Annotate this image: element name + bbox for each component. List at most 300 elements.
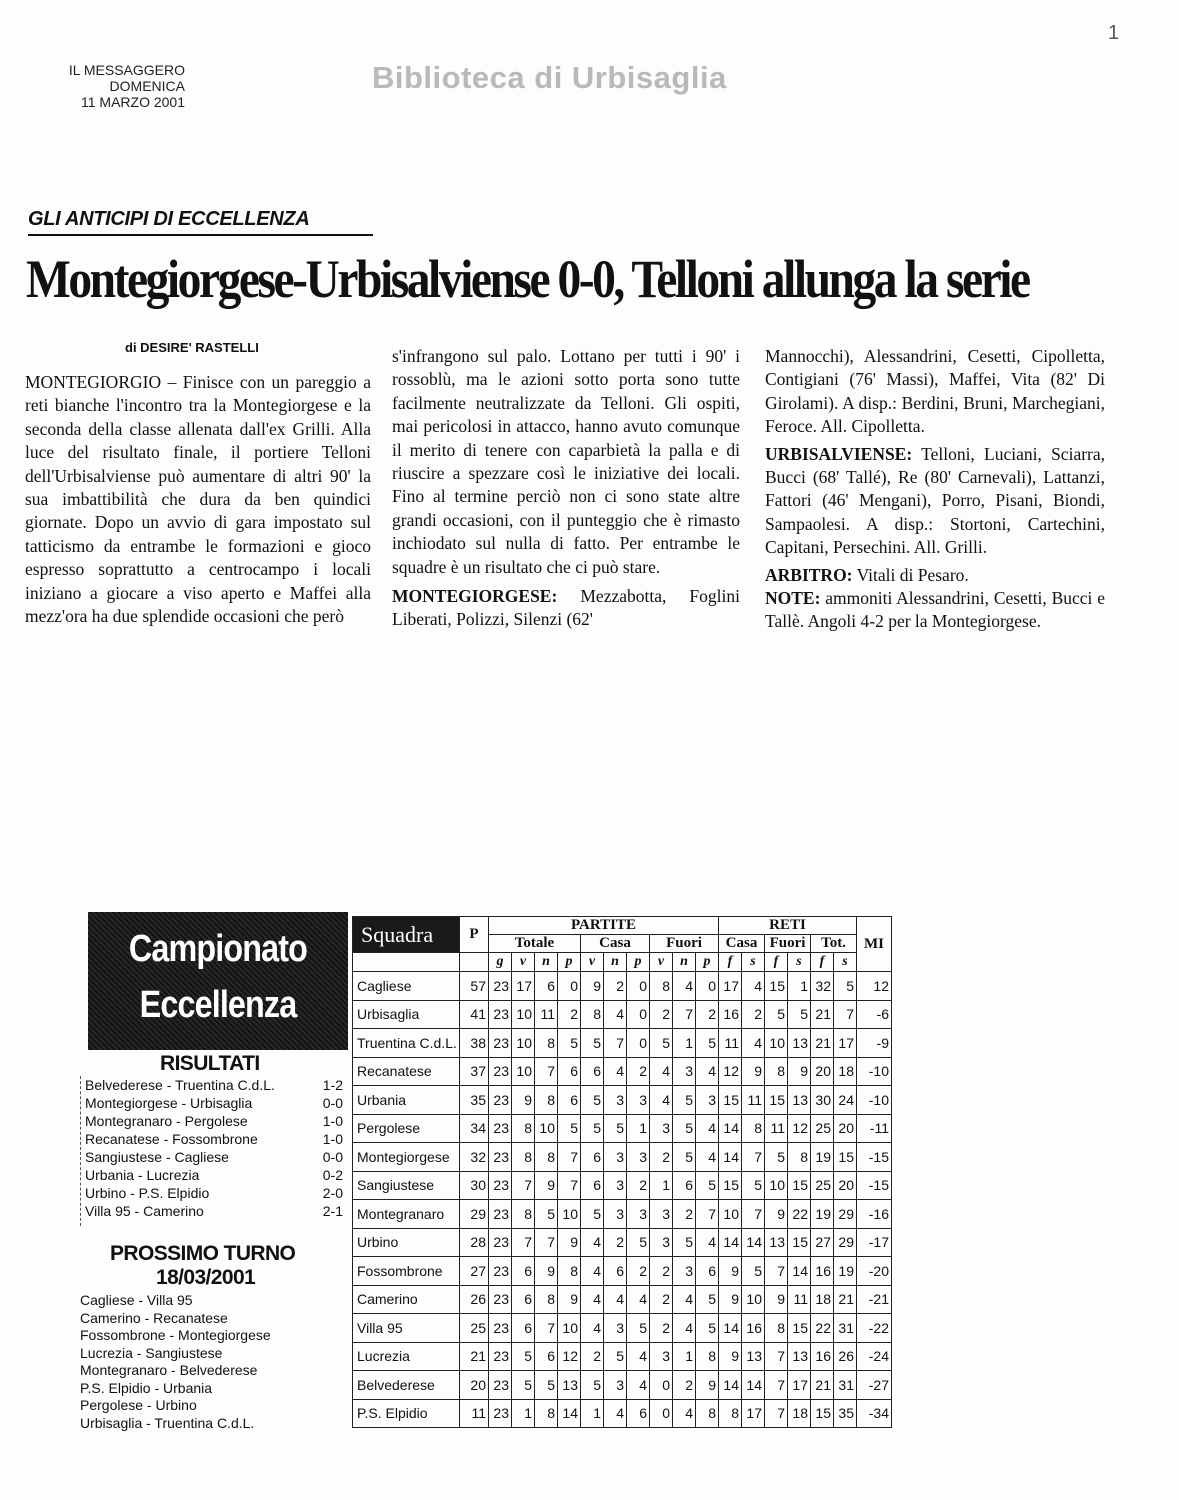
article-text: s'infrangono sul palo. Lottano per tutti i 90' i rossoblù, ma le azioni sotto porta sono tutte facilmente neutralizzate da Telloni. Gli ospiti, mai pericolosi in attacco, hanno avuto comunque il merito di tenere con caparbietà la palla e di riuscire a spezzare così le iniziative dei locali. Fino al termine perciò non ci sono state altre grandi occasioni, con il punteggio che è rimasto inchiodato sul nulla di fatto. Per entrambe le squadre è un risultato che ci può stare.	[392, 346, 740, 577]
result-row	[85, 1148, 343, 1166]
lineup-label: MONTEGIORGESE:	[392, 586, 558, 607]
result-row	[85, 1166, 343, 1184]
lineup-text: Telloni, Luciani, Sciarra, Bucci (68' Tallé), Re (80' Carnevali), Lattanzi, Fattori (46' Mengani), Porro, Pisani, Biondi, Sampaolesi. A disp.: Stortoni, Cartechini, Capitani, Persechini. All. Grilli.	[765, 443, 1106, 558]
table-row	[353, 1314, 892, 1343]
table-cell: 7	[535, 1314, 558, 1343]
fixture-row: Montegranaro - Belvederese	[80, 1362, 258, 1378]
page-number: 1	[1108, 22, 1120, 44]
table-cell: 25	[811, 1114, 834, 1143]
table-row	[353, 1029, 892, 1058]
table-cell: 5	[696, 1314, 719, 1343]
table-cell: 4	[581, 1314, 604, 1343]
table-cell: 27	[811, 1228, 834, 1257]
table-cell: 6	[581, 1057, 604, 1086]
table-cell: 7	[535, 1228, 558, 1257]
table-cell: 4	[673, 972, 696, 1001]
result-score: 1-2	[322, 1077, 343, 1093]
table-cell: 0	[696, 972, 719, 1001]
table-cell: 13	[788, 1342, 811, 1371]
prossimo-heading: PROSSIMO TURNO	[110, 1242, 296, 1265]
table-cell: 29	[834, 1200, 857, 1229]
table-cell: -22	[857, 1314, 892, 1343]
table-cell: 7	[512, 1228, 535, 1257]
table-cell: 4	[742, 972, 765, 1001]
note-text: ammoniti Alessandrini, Cesetti, Bucci e Tallè. Angoli 4-2 per la Montegiorgese.	[765, 588, 1105, 632]
table-cell: 15	[811, 1399, 834, 1428]
table-cell: 13	[765, 1228, 788, 1257]
table-row	[353, 1285, 892, 1314]
table-cell: 11	[535, 1000, 558, 1029]
table-cell: -21	[857, 1285, 892, 1314]
subheader-s: s	[742, 953, 765, 972]
table-cell: 23	[489, 1057, 512, 1086]
table-cell: 2	[627, 1057, 650, 1086]
table-cell: 5	[512, 1371, 535, 1400]
table-cell: 0	[627, 972, 650, 1001]
table-cell: 6	[581, 1143, 604, 1172]
table-cell: 10	[535, 1114, 558, 1143]
table-cell: 6	[535, 1342, 558, 1371]
table-cell: 4	[673, 1285, 696, 1314]
table-cell: 7	[696, 1200, 719, 1229]
table-cell: 0	[558, 972, 581, 1001]
table-cell: 22	[811, 1314, 834, 1343]
table-cell: 10	[512, 1029, 535, 1058]
table-cell: 4	[581, 1228, 604, 1257]
table-cell: 8	[512, 1114, 535, 1143]
table-cell: 5	[604, 1342, 627, 1371]
team-name: Cagliese	[353, 972, 460, 1001]
header-points: P	[460, 917, 489, 953]
result-row	[85, 1076, 343, 1094]
result-row	[85, 1112, 343, 1130]
table-cell: 6	[512, 1314, 535, 1343]
masthead-date: 11 MARZO 2001	[80, 94, 185, 110]
table-cell: 7	[834, 1000, 857, 1029]
table-row	[353, 972, 892, 1001]
arbitro-text: Vitali di Pesaro.	[856, 564, 969, 585]
table-cell: 13	[558, 1371, 581, 1400]
subheader-n: n	[604, 953, 627, 972]
table-cell: 9	[719, 1342, 742, 1371]
table-cell: 3	[650, 1114, 673, 1143]
team-name: Montegranaro	[353, 1200, 460, 1229]
table-cell: 14	[558, 1399, 581, 1428]
table-cell: 4	[627, 1342, 650, 1371]
table-cell: 23	[489, 972, 512, 1001]
table-cell: 8	[742, 1114, 765, 1143]
table-cell: -24	[857, 1342, 892, 1371]
table-cell: -20	[857, 1257, 892, 1286]
table-cell: 7	[512, 1171, 535, 1200]
team-name: P.S. Elpidio	[353, 1399, 460, 1428]
table-cell: 2	[650, 1143, 673, 1172]
table-cell: 23	[489, 1314, 512, 1343]
results-list	[85, 1076, 343, 1220]
table-cell: 14	[742, 1371, 765, 1400]
table-cell: 8	[650, 972, 673, 1001]
table-cell: 15	[719, 1086, 742, 1115]
result-match: Recanatese - Fossombrone	[85, 1131, 258, 1147]
table-cell: 14	[719, 1371, 742, 1400]
masthead-day: DOMENICA	[109, 78, 185, 94]
table-cell: 2	[673, 1371, 696, 1400]
team-name: Lucrezia	[353, 1342, 460, 1371]
table-cell: 5	[742, 1171, 765, 1200]
lineup-urbisalviense	[765, 443, 1105, 560]
team-name: Urbino	[353, 1228, 460, 1257]
table-row	[353, 1057, 892, 1086]
table-cell: 25	[460, 1314, 489, 1343]
result-score: 1-0	[322, 1113, 343, 1129]
table-cell: 1	[512, 1399, 535, 1428]
table-cell: 27	[460, 1257, 489, 1286]
table-cell: 8	[535, 1143, 558, 1172]
table-cell: -10	[857, 1057, 892, 1086]
table-cell: 2	[650, 1285, 673, 1314]
table-cell: 32	[811, 972, 834, 1001]
team-name: Belvederese	[353, 1371, 460, 1400]
table-cell: 3	[673, 1057, 696, 1086]
lineup-label: URBISALVIENSE:	[765, 443, 913, 464]
table-cell: 7	[765, 1257, 788, 1286]
table-cell: 38	[460, 1029, 489, 1058]
table-cell: 19	[811, 1200, 834, 1229]
table-cell: 5	[650, 1029, 673, 1058]
table-cell: 2	[581, 1342, 604, 1371]
result-match: Sangiustese - Cagliese	[85, 1149, 229, 1165]
table-cell: 7	[742, 1200, 765, 1229]
table-row	[353, 1200, 892, 1229]
table-cell: 2	[627, 1257, 650, 1286]
table-cell: 2	[650, 1257, 673, 1286]
table-cell: 5	[834, 972, 857, 1001]
table-cell: 21	[811, 1000, 834, 1029]
table-cell: 29	[834, 1228, 857, 1257]
table-cell: 5	[742, 1257, 765, 1286]
table-cell: 4	[604, 1000, 627, 1029]
table-cell: 2	[604, 1228, 627, 1257]
table-cell: 4	[673, 1314, 696, 1343]
table-cell: 18	[811, 1285, 834, 1314]
table-cell: 2	[673, 1200, 696, 1229]
table-cell: 5	[696, 1171, 719, 1200]
table-cell: -27	[857, 1371, 892, 1400]
table-cell: 6	[673, 1171, 696, 1200]
table-cell: 5	[627, 1228, 650, 1257]
table-cell: 14	[719, 1228, 742, 1257]
table-cell: 23	[489, 1371, 512, 1400]
table-cell: 5	[581, 1200, 604, 1229]
table-cell: 2	[742, 1000, 765, 1029]
table-cell: 9	[535, 1257, 558, 1286]
table-cell: 6	[696, 1257, 719, 1286]
result-match: Villa 95 - Camerino	[85, 1203, 204, 1219]
table-cell: 6	[627, 1399, 650, 1428]
table-cell: 28	[460, 1228, 489, 1257]
table-row	[353, 1114, 892, 1143]
table-cell: 3	[650, 1228, 673, 1257]
subheader-p: p	[627, 953, 650, 972]
table-cell: 10	[742, 1285, 765, 1314]
header-reti-tot: Tot.	[811, 935, 857, 953]
table-cell: 16	[811, 1342, 834, 1371]
table-cell: 8	[558, 1257, 581, 1286]
subheader-f: f	[719, 953, 742, 972]
table-cell: 34	[460, 1114, 489, 1143]
masthead	[55, 62, 185, 110]
table-cell: 9	[742, 1057, 765, 1086]
article-text: MONTEGIORGIO – Finisce con un pareggio a reti bianche l'incontro tra la Montegiorgese e la seconda della classe allenata dall'ex Grilli. Alla luce del risultato finale, il portiere Telloni dell'Urbisalviense può aumentare di altri 90' la sua imbattibilità che dura da ben quindici giornate. Dopo un avvio di gara impostato sul tatticismo da entrambe le formazioni e gioco espresso soprattutto a centrocampo i locali iniziano a giocare a viso aperto e Maffei alla mezz'ora ha due splendide occasioni che però	[25, 372, 371, 627]
table-cell: 23	[489, 1257, 512, 1286]
lineup-montegiorgese	[392, 585, 740, 632]
subheader-s: s	[834, 953, 857, 972]
table-cell: 15	[788, 1228, 811, 1257]
table-row	[353, 1399, 892, 1428]
table-cell: 3	[627, 1086, 650, 1115]
table-cell: -10	[857, 1086, 892, 1115]
subheader-p: p	[696, 953, 719, 972]
table-cell: 9	[535, 1171, 558, 1200]
table-cell: -15	[857, 1143, 892, 1172]
fixture-row: Lucrezia - Sangiustese	[80, 1344, 223, 1361]
team-name: Villa 95	[353, 1314, 460, 1343]
table-cell: 4	[673, 1399, 696, 1428]
subheader-v: v	[581, 953, 604, 972]
table-cell: 6	[604, 1257, 627, 1286]
table-cell: 24	[834, 1086, 857, 1115]
table-row	[353, 1257, 892, 1286]
table-row	[353, 1171, 892, 1200]
table-cell: 23	[489, 1029, 512, 1058]
table-cell: 4	[650, 1086, 673, 1115]
subheader-f: f	[765, 953, 788, 972]
result-match: Montegiorgese - Urbisaglia	[85, 1095, 253, 1111]
table-cell: 5	[673, 1228, 696, 1257]
table-cell: 30	[460, 1171, 489, 1200]
header-squadra: Squadra	[353, 917, 460, 953]
table-cell: 4	[604, 1399, 627, 1428]
note-label: NOTE:	[765, 588, 821, 609]
table-cell: 17	[512, 972, 535, 1001]
table-cell: 3	[604, 1086, 627, 1115]
table-cell: 9	[558, 1228, 581, 1257]
table-cell: 7	[742, 1143, 765, 1172]
table-cell: 8	[788, 1143, 811, 1172]
table-cell: 0	[627, 1000, 650, 1029]
header-blank	[460, 953, 489, 972]
table-cell: 17	[834, 1029, 857, 1058]
standings-table	[352, 916, 892, 1428]
table-cell: 5	[512, 1342, 535, 1371]
table-cell: 35	[834, 1399, 857, 1428]
lineup-text: Mezzabotta, Foglini Liberati, Polizzi, Silenzi (62'	[392, 586, 740, 630]
fixture-row: Urbisaglia - Truentina C.d.L.	[80, 1414, 255, 1431]
table-cell: 21	[834, 1285, 857, 1314]
table-cell: 12	[857, 972, 892, 1001]
table-cell: 20	[460, 1371, 489, 1400]
article-column-2	[392, 345, 740, 632]
table-cell: 35	[460, 1086, 489, 1115]
table-cell: 8	[535, 1399, 558, 1428]
table-cell: 14	[719, 1143, 742, 1172]
result-score: 0-2	[322, 1167, 343, 1183]
table-cell: 9	[558, 1285, 581, 1314]
table-cell: 14	[788, 1257, 811, 1286]
table-cell: 5	[696, 1285, 719, 1314]
table-cell: 8	[719, 1399, 742, 1428]
table-cell: 57	[460, 972, 489, 1001]
table-cell: 3	[604, 1371, 627, 1400]
table-cell: -15	[857, 1171, 892, 1200]
table-cell: 7	[604, 1029, 627, 1058]
table-row	[353, 1143, 892, 1172]
table-cell: 5	[581, 1371, 604, 1400]
fixture-row: Pergolese - Urbino	[80, 1397, 197, 1413]
table-cell: 6	[512, 1285, 535, 1314]
table-cell: 18	[834, 1057, 857, 1086]
table-cell: 8	[696, 1342, 719, 1371]
table-cell: 5	[788, 1000, 811, 1029]
table-cell: 23	[489, 1399, 512, 1428]
table-cell: 5	[673, 1143, 696, 1172]
table-cell: 23	[489, 1171, 512, 1200]
subheader-p: p	[558, 953, 581, 972]
table-cell: 5	[558, 1114, 581, 1143]
table-cell: 9	[765, 1285, 788, 1314]
table-cell: 11	[719, 1029, 742, 1058]
table-cell: 8	[581, 1000, 604, 1029]
table-cell: -11	[857, 1114, 892, 1143]
table-cell: 11	[460, 1399, 489, 1428]
table-cell: 22	[788, 1200, 811, 1229]
table-cell: 23	[489, 1086, 512, 1115]
table-cell: 5	[558, 1029, 581, 1058]
table-cell: 21	[811, 1029, 834, 1058]
table-cell: 8	[696, 1399, 719, 1428]
header-casa: Casa	[581, 935, 650, 953]
table-cell: 23	[489, 1143, 512, 1172]
table-cell: 5	[765, 1000, 788, 1029]
table-cell: 26	[834, 1342, 857, 1371]
table-cell: 19	[811, 1143, 834, 1172]
table-cell: 10	[512, 1000, 535, 1029]
subheader-n: n	[535, 953, 558, 972]
table-cell: 11	[742, 1086, 765, 1115]
table-cell: 3	[673, 1257, 696, 1286]
table-cell: 0	[650, 1399, 673, 1428]
table-cell: 9	[696, 1371, 719, 1400]
table-cell: 23	[489, 1114, 512, 1143]
arbitro-line	[765, 564, 1105, 587]
table-cell: 15	[765, 972, 788, 1001]
table-cell: 5	[581, 1114, 604, 1143]
table-cell: 9	[719, 1285, 742, 1314]
result-row	[85, 1184, 343, 1202]
table-cell: 15	[834, 1143, 857, 1172]
table-cell: 12	[558, 1342, 581, 1371]
table-cell: 16	[742, 1314, 765, 1343]
team-name: Urbania	[353, 1086, 460, 1115]
fixture-row: Camerino - Recanatese	[80, 1309, 228, 1326]
table-cell: 23	[489, 1285, 512, 1314]
table-cell: -34	[857, 1399, 892, 1428]
table-row	[353, 1086, 892, 1115]
table-cell: 9	[788, 1057, 811, 1086]
table-cell: 4	[650, 1057, 673, 1086]
next-round-list	[80, 1292, 320, 1432]
masthead-paper: IL MESSAGGERO	[68, 62, 185, 78]
result-match: Urbino - P.S. Elpidio	[85, 1185, 210, 1201]
table-cell: 16	[811, 1257, 834, 1286]
table-cell: 10	[765, 1029, 788, 1058]
article-headline: Montegiorgese-Urbisalviense 0-0, Telloni allunga la serie	[26, 249, 1029, 309]
result-match: Belvederese - Truentina C.d.L.	[85, 1077, 275, 1093]
table-cell: 4	[604, 1285, 627, 1314]
subheader-n: n	[673, 953, 696, 972]
team-name: Camerino	[353, 1285, 460, 1314]
table-cell: 23	[489, 1342, 512, 1371]
subheader-g: g	[489, 953, 512, 972]
fixture-row: Fossombrone - Montegiorgese	[80, 1327, 271, 1343]
table-cell: 2	[627, 1171, 650, 1200]
result-match: Urbania - Lucrezia	[85, 1167, 200, 1183]
table-cell: 5	[627, 1314, 650, 1343]
table-cell: 5	[581, 1029, 604, 1058]
table-cell: 7	[673, 1000, 696, 1029]
table-cell: 9	[765, 1200, 788, 1229]
table-cell: 32	[460, 1143, 489, 1172]
table-cell: 41	[460, 1000, 489, 1029]
table-row	[353, 1342, 892, 1371]
header-reti-fuori: Fuori	[765, 935, 811, 953]
table-cell: 15	[788, 1171, 811, 1200]
table-cell: 6	[558, 1086, 581, 1115]
result-score: 0-0	[322, 1149, 343, 1165]
table-cell: 2	[696, 1000, 719, 1029]
result-score: 2-0	[322, 1185, 343, 1201]
table-row	[353, 1000, 892, 1029]
banner-title-2: Eccellenza	[139, 984, 297, 1026]
table-cell: 18	[788, 1399, 811, 1428]
kicker-rule	[28, 234, 373, 236]
table-cell: 4	[696, 1228, 719, 1257]
team-name: Sangiustese	[353, 1171, 460, 1200]
article-column-3	[765, 345, 1105, 634]
table-cell: 1	[627, 1114, 650, 1143]
team-name: Urbisaglia	[353, 1000, 460, 1029]
table-cell: 4	[604, 1057, 627, 1086]
prossimo-date: 18/03/2001	[156, 1266, 256, 1289]
table-cell: 9	[581, 972, 604, 1001]
table-cell: 3	[696, 1086, 719, 1115]
team-name: Recanatese	[353, 1057, 460, 1086]
table-cell: 37	[460, 1057, 489, 1086]
table-cell: 1	[788, 972, 811, 1001]
table-cell: 4	[581, 1257, 604, 1286]
table-cell: 8	[765, 1057, 788, 1086]
table-cell: 20	[811, 1057, 834, 1086]
result-row	[85, 1202, 343, 1220]
table-cell: 3	[604, 1143, 627, 1172]
table-cell: 14	[742, 1228, 765, 1257]
table-cell: 19	[834, 1257, 857, 1286]
table-cell: 17	[719, 972, 742, 1001]
table-cell: 0	[650, 1371, 673, 1400]
table-cell: 10	[558, 1314, 581, 1343]
subheader-v: v	[512, 953, 535, 972]
table-cell: 4	[581, 1285, 604, 1314]
